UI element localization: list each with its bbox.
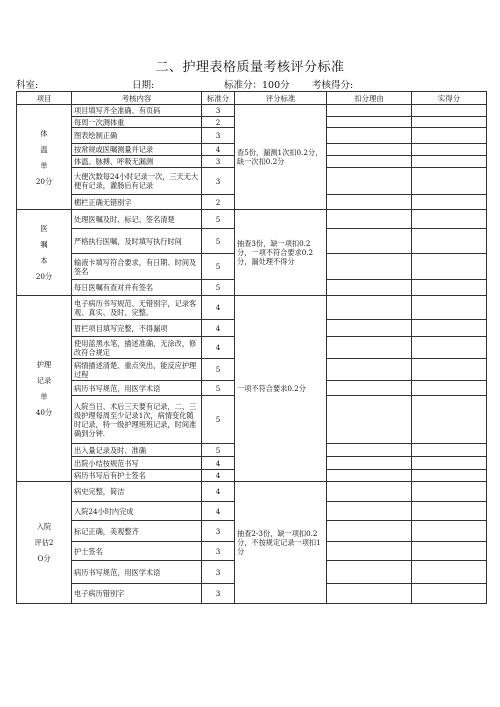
scoring-standard-cell: 抽查3份，缺一项扣0.2分，一项不符合要求0.2分，漏处理不得分 xyxy=(235,210,327,296)
assessment-content-cell: 眉栏项目填写完整，不得漏项 xyxy=(72,320,202,337)
actual-score-field[interactable] xyxy=(412,584,487,604)
col-header-content: 考核内容 xyxy=(72,92,202,105)
section-item-label xyxy=(17,296,72,482)
standard-score-cell: 5 xyxy=(202,444,235,457)
item-label-line: 入院 xyxy=(36,522,52,531)
scoring-standard-cell: 抽查2-3份，缺一项扣0.2分，不按规定记录一项扣1分 xyxy=(235,482,327,604)
item-label-line: 医 xyxy=(40,224,48,233)
item-label-line: 评估2 xyxy=(34,538,54,547)
deduction-reason-field[interactable] xyxy=(327,128,412,144)
assessment-content-cell: 输液卡填写符合要求，有日期、时间及签名 xyxy=(72,254,202,280)
col-header-deduction-reason: 扣分理由 xyxy=(327,92,412,105)
standard-score-cell: 5 xyxy=(202,396,235,444)
item-label-line: 单 xyxy=(40,160,48,170)
actual-score-field[interactable] xyxy=(412,482,487,502)
actual-score-field[interactable] xyxy=(412,337,487,359)
standard-score-cell: 5 xyxy=(202,229,235,254)
actual-score-field[interactable] xyxy=(412,254,487,280)
deduction-reason-field[interactable] xyxy=(327,229,412,254)
actual-score-field[interactable] xyxy=(412,296,487,320)
col-header-item: 项目 xyxy=(17,92,72,105)
table-row xyxy=(17,296,487,320)
deduction-reason-field[interactable] xyxy=(327,470,412,482)
standard-score-cell: 2 xyxy=(202,117,235,128)
assessment-content-cell: 病历书写规范，用医学术语 xyxy=(72,381,202,396)
assessment-content-cell: 体温、脉搏、呼吸无漏测 xyxy=(72,156,202,168)
actual-score-field[interactable] xyxy=(412,105,487,117)
table-row xyxy=(17,210,487,229)
assessment-content-cell: 按常规或医嘱测量并记录 xyxy=(72,144,202,156)
item-label-line: 记录 xyxy=(36,376,52,385)
assessment-content-cell: 每周一次测体重 xyxy=(72,117,202,128)
page-title: 二、护理表格质量考核评分标准 xyxy=(155,60,345,75)
assessment-content-cell: 楣栏正确无错别字 xyxy=(72,195,202,210)
deduction-reason-field[interactable] xyxy=(327,320,412,337)
actual-score-field[interactable] xyxy=(412,144,487,156)
deduction-reason-field[interactable] xyxy=(327,584,412,604)
deduction-reason-field[interactable] xyxy=(327,210,412,229)
form-meta xyxy=(16,77,486,90)
item-label-line: 本 xyxy=(40,256,48,265)
col-header-standard: 评分标准 xyxy=(235,92,327,105)
actual-score-field[interactable] xyxy=(412,280,487,296)
standard-score-cell: 4 xyxy=(202,502,235,521)
section-item-label xyxy=(17,105,72,210)
deduction-reason-field[interactable] xyxy=(327,296,412,320)
actual-score-field[interactable] xyxy=(412,210,487,229)
standard-score-cell: 4 xyxy=(202,320,235,337)
standard-score-cell: 4 xyxy=(202,296,235,320)
actual-score-field[interactable] xyxy=(412,470,487,482)
scoring-standard-cell: 一项不符合要求0.2分 xyxy=(235,296,327,482)
deduction-reason-field[interactable] xyxy=(327,521,412,542)
standard-score-cell: 3 xyxy=(202,584,235,604)
deduction-reason-field[interactable] xyxy=(327,396,412,444)
actual-score-field[interactable] xyxy=(412,381,487,396)
actual-score-field[interactable] xyxy=(412,195,487,210)
scoring-table xyxy=(16,91,487,604)
actual-score-field[interactable] xyxy=(412,457,487,470)
deduction-reason-field[interactable] xyxy=(327,457,412,470)
col-header-actual-score: 实得分 xyxy=(412,92,487,105)
assessment-content-cell: 护士签名 xyxy=(72,542,202,561)
actual-score-field[interactable] xyxy=(412,561,487,584)
standard-score-cell: 4 xyxy=(202,144,235,156)
deduction-reason-field[interactable] xyxy=(327,168,412,195)
assessment-content-cell: 出院小结按规范书写 xyxy=(72,457,202,470)
scoring-standard-cell: 查5份，漏测1次扣0.2分，缺一次扣0.2分 xyxy=(235,105,327,210)
actual-score-field[interactable] xyxy=(412,396,487,444)
assessment-content-cell: 标记正确，美观整齐 xyxy=(72,521,202,542)
item-label-line: 40分 xyxy=(35,408,53,417)
standard-score-cell: 5 xyxy=(202,280,235,296)
actual-score-field[interactable] xyxy=(412,168,487,195)
deduction-reason-field[interactable] xyxy=(327,117,412,128)
standard-score-cell: 4 xyxy=(202,457,235,470)
standard-score-cell: 4 xyxy=(202,482,235,502)
standard-score-cell: 5 xyxy=(202,381,235,396)
standard-score-cell: 5 xyxy=(202,254,235,280)
item-label-line: 护理 xyxy=(36,360,52,369)
table-row xyxy=(17,482,487,502)
assessment-content-cell: 电子病历错别字 xyxy=(72,584,202,604)
item-label-line: O分 xyxy=(37,554,51,563)
item-label-line: 温 xyxy=(40,144,48,154)
deduction-reason-field[interactable] xyxy=(327,254,412,280)
header-row xyxy=(17,92,487,105)
section-item-label xyxy=(17,210,72,296)
deduction-reason-field[interactable] xyxy=(327,156,412,168)
standard-score-cell: 2 xyxy=(202,195,235,210)
actual-score-field[interactable] xyxy=(412,128,487,144)
assessment-content-cell: 病历书写规范，用医学术语 xyxy=(72,561,202,584)
standard-score-cell: 4 xyxy=(202,470,235,482)
deduction-reason-field[interactable] xyxy=(327,105,412,117)
item-label-line: 单 xyxy=(40,392,48,401)
date-label: 日期: xyxy=(132,80,155,91)
deduction-reason-field[interactable] xyxy=(327,195,412,210)
actual-score-field[interactable] xyxy=(412,229,487,254)
assessment-content-cell: 病情描述清楚、重点突出，能反应护理过程 xyxy=(72,359,202,381)
deduction-reason-field[interactable] xyxy=(327,561,412,584)
assessment-content-cell: 病历书写后有护士签名 xyxy=(72,470,202,482)
standard-score-cell: 3 xyxy=(202,521,235,542)
deduction-reason-field[interactable] xyxy=(327,502,412,521)
actual-score-field[interactable] xyxy=(412,320,487,337)
deduction-reason-field[interactable] xyxy=(327,280,412,296)
actual-score-field[interactable] xyxy=(412,521,487,542)
department-label: 科室: xyxy=(16,80,39,91)
deduction-reason-field[interactable] xyxy=(327,444,412,457)
deduction-reason-field[interactable] xyxy=(327,337,412,359)
item-label-line: 20分 xyxy=(35,272,53,281)
col-header-score: 标准分 xyxy=(202,92,235,105)
standard-score-cell: 3 xyxy=(202,168,235,195)
actual-score-field[interactable] xyxy=(412,444,487,457)
section-item-label xyxy=(17,482,72,604)
actual-score-field[interactable] xyxy=(412,359,487,381)
standard-score-label: 标准分：100分 xyxy=(224,80,290,91)
deduction-reason-field[interactable] xyxy=(327,144,412,156)
actual-score-field[interactable] xyxy=(412,156,487,168)
item-label-line: 嘱 xyxy=(40,240,48,249)
deduction-reason-field[interactable] xyxy=(327,482,412,502)
assessment-content-cell: 电子病历书写规范、无错别字，记录客观、真实、及时、完整。 xyxy=(72,296,202,320)
standard-score-cell: 4 xyxy=(202,337,235,359)
assessment-content-cell: 图表绘制正确 xyxy=(72,128,202,144)
assessment-content-cell: 项目填写齐全准确、有页码 xyxy=(72,105,202,117)
standard-score-cell: 3 xyxy=(202,105,235,117)
standard-score-cell: 3 xyxy=(202,561,235,584)
assessment-content-cell: 入院24小时内完成 xyxy=(72,502,202,521)
table-row xyxy=(17,105,487,117)
standard-score-cell: 3 xyxy=(202,542,235,561)
assessment-content-cell: 入院当日、术后三天要有记录，二、三级护理每周至少记录1次，病情变化随时记录，特一级护理班班记录，时间准确到分钟. xyxy=(72,396,202,444)
actual-score-field[interactable] xyxy=(412,542,487,561)
assessment-content-cell: 严格执行医嘱，及时填写执行时间 xyxy=(72,229,202,254)
assessment-content-cell: 每日医嘱有查对并有签名 xyxy=(72,280,202,296)
standard-score-cell: 5 xyxy=(202,359,235,381)
actual-score-field[interactable] xyxy=(412,502,487,521)
deduction-reason-field[interactable] xyxy=(327,542,412,561)
assessment-content-cell: 病史完整，简洁 xyxy=(72,482,202,502)
actual-score-field[interactable] xyxy=(412,117,487,128)
item-label-line: 20分 xyxy=(35,176,53,186)
standard-score-cell: 3 xyxy=(202,128,235,144)
assessment-content-cell: 使用蓝黑水笔，描述准确、无涂改，修改符合规定 xyxy=(72,337,202,359)
assessment-content-cell: 大便次数每24小时记录一次，三天无大便有记录，灌肠后有记录 xyxy=(72,168,202,195)
deduction-reason-field[interactable] xyxy=(327,359,412,381)
standard-score-cell: 3 xyxy=(202,156,235,168)
standard-score-cell: 5 xyxy=(202,210,235,229)
item-label-line: 体 xyxy=(40,128,48,138)
assessment-score-label: 考核得分: xyxy=(312,80,354,91)
assessment-content-cell: 出入量记录及时、准确 xyxy=(72,444,202,457)
assessment-content-cell: 处理医嘱及时、标记、签名清楚 xyxy=(72,210,202,229)
deduction-reason-field[interactable] xyxy=(327,381,412,396)
